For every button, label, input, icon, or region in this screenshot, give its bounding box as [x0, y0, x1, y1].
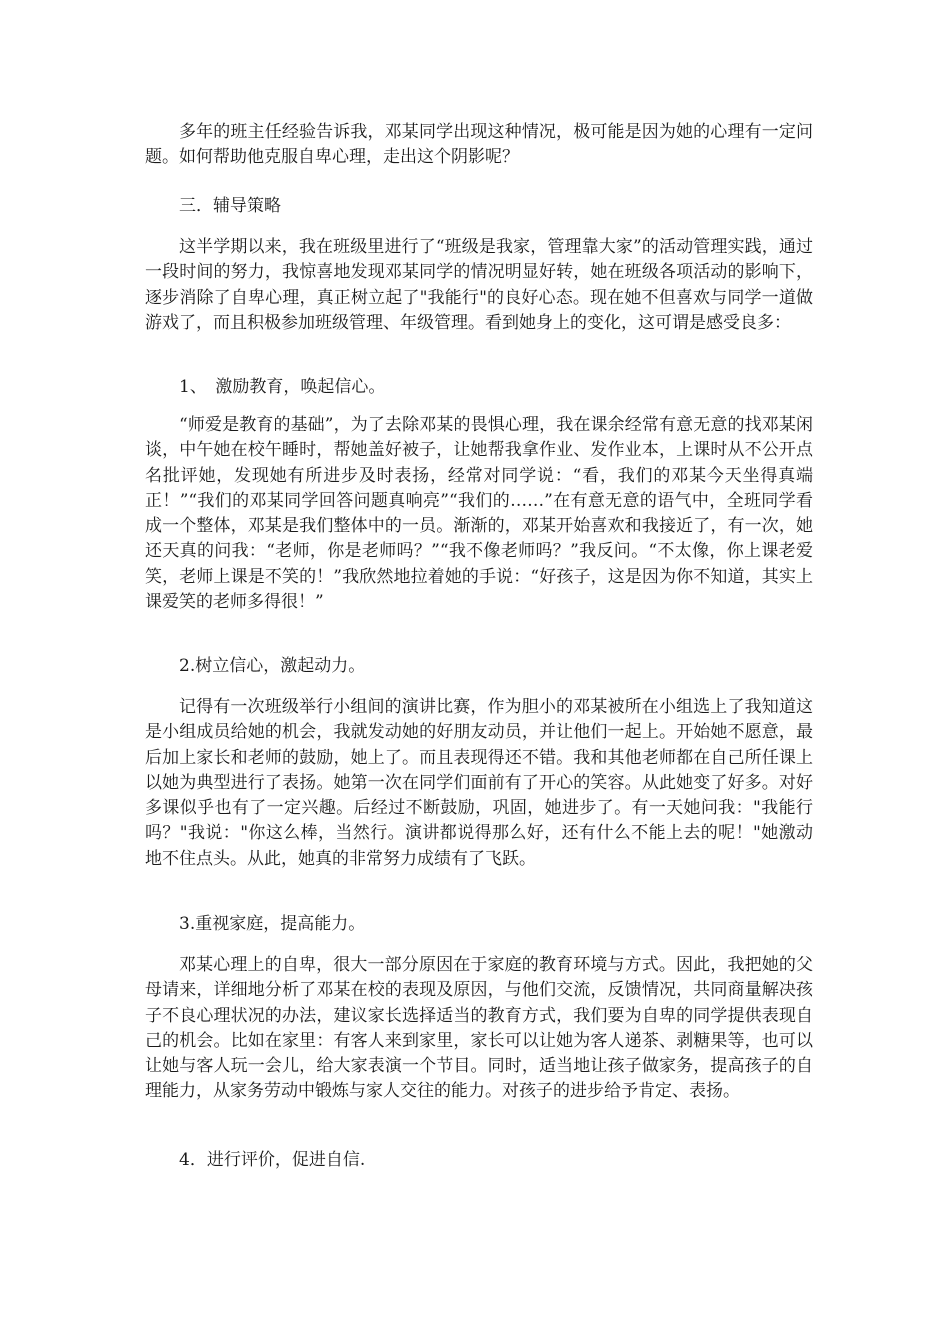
paragraph-encouragement: “师爱是教育的基础”，为了去除邓某的畏惧心理，我在课余经常有意无意的找邓某闲谈，中午她在校午睡时，帮她盖好被子，让她帮我拿作业、发作业本，上课时从不公开点名批评她，发现她有所进步及时表扬，经常对同学说：“看，我们的邓某今天坐得真端正！”“我们的邓某同学回答问题真响亮”“我们的……”在有意无意的语气中，全班同学看成一个整体，邓某是我们整体中的一员。渐渐的，邓某开始喜欢和我接近了，有一次，她还天真的问我：“老师，你是老师吗？”“我不像老师吗？”我反问。“不太像，你上课老爱笑，老师上课是不笑的！”我欣然地拉着她的手说：“好孩子，这是因为你不知道，其实上课爱笑的老师多得很！” — [145, 415, 813, 613]
heading-guidance-strategy: 三．辅导策略 — [179, 196, 281, 216]
section-heading-4: 4．进行评价，促进自信. — [179, 1150, 366, 1170]
section-heading-1: 1、 激励教育，唤起信心。 — [179, 377, 386, 397]
section-heading-3: 3.重视家庭，提高能力。 — [179, 914, 366, 934]
paragraph-family: 邓某心理上的自卑，很大一部分原因在于家庭的教育环境与方式。因此，我把她的父母请来，详细地分析了邓某在校的表现及原因，与他们交流，反馈情况，共同商量解决孩子不良心理状况的办法，建议家长选择适当的教育方式，我们要为自卑的同学提供表现自己的机会。比如在家里：有客人来到家里，家长可以让她为客人递茶、剥糖果等，也可以让她与客人玩一会儿，给大家表演一个节目。同时，适当地让孩子做家务，提高孩子的自理能力，从家务劳动中锻炼与家人交往的能力。对孩子的进步给予肯定、表扬。 — [145, 955, 813, 1102]
section-heading-2: 2.树立信心，激起动力。 — [179, 656, 366, 676]
paragraph-speech-contest: 记得有一次班级举行小组间的演讲比赛，作为胆小的邓某被所在小组选上了我知道这是小组成员给她的机会，我就发动她的好朋友动员，并让他们一起上。开始她不愿意，最后加上家长和老师的鼓励，她上了。而且表现得还不错。我和其他老师都在自己所任课上以她为典型进行了表扬。她第一次在同学们面前有了开心的笑容。从此她变了好多。对好多课似乎也有了一定兴趣。后经过不断鼓励，巩固，她进步了。有一天她问我："我能行吗？"我说："你这么棒，当然行。演讲都说得那么好，还有什么不能上去的呢！"她激动地不住点头。从此，她真的非常努力成绩有了飞跃。 — [145, 697, 813, 869]
paragraph-practice: 这半学期以来，我在班级里进行了“班级是我家，管理靠大家”的活动管理实践，通过一段时间的努力，我惊喜地发现邓某同学的情况明显好转，她在班级各项活动的影响下，逐步消除了自卑心理，真正树立起了"我能行"的良好心态。现在她不但喜欢与同学一道做游戏了，而且积极参加班级管理、年级管理。看到她身上的变化，这可谓是感受良多： — [145, 237, 813, 333]
paragraph-intro: 多年的班主任经验告诉我，邓某同学出现这种情况，极可能是因为她的心理有一定问题。如何帮助他克服自卑心理，走出这个阴影呢？ — [145, 122, 813, 168]
